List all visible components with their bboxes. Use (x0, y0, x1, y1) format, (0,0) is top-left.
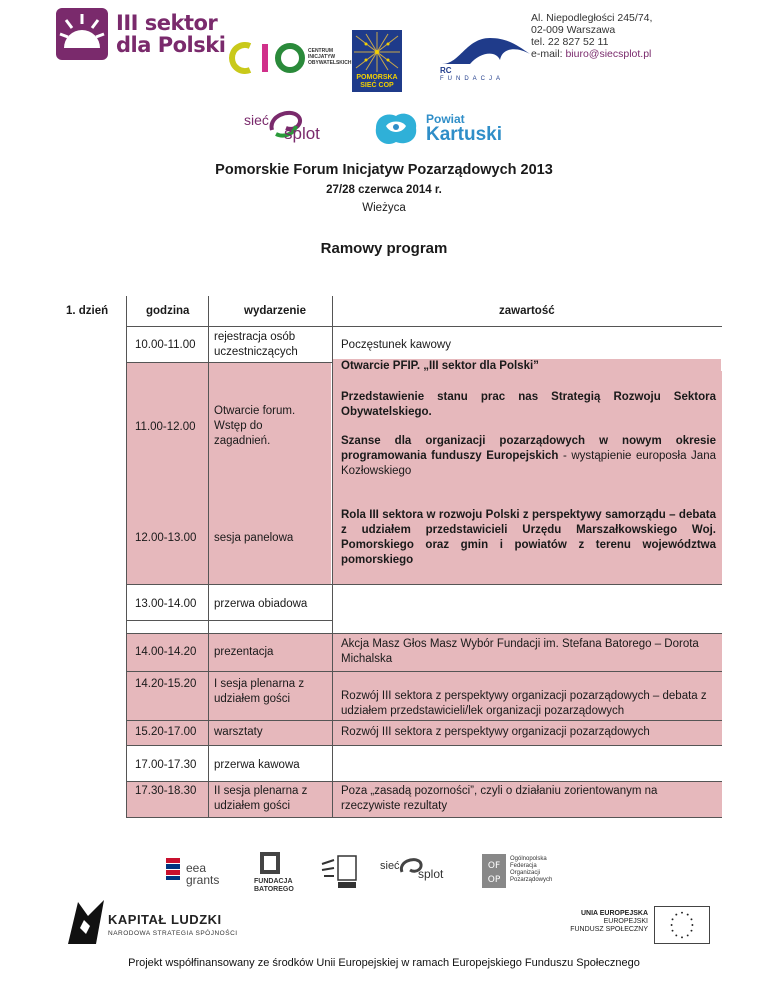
header-event: wydarzenie (244, 305, 306, 317)
header-time: godzina (146, 305, 190, 317)
address-line: 02-009 Warszawa (531, 24, 616, 36)
row-time: 15.20-17.00 (135, 726, 197, 738)
powiat-word: Powiat (426, 112, 465, 126)
cio-letters-icon (228, 38, 306, 78)
row-event: przerwa kawowa (214, 759, 300, 771)
batory-emblem-icon (258, 850, 282, 876)
svg-text:OF: OF (487, 861, 501, 871)
row-time: 13.00-14.00 (135, 598, 197, 610)
footer-logos (0, 848, 768, 896)
eu-text: UNIA EUROPEJSKA EUROPEJSKI FUNDUSZ SPOŁECZNY (570, 910, 648, 933)
row-content: Przedstawienie stanu prac nas Strategią Rozwoju Sektora Obywatelskiego. (341, 391, 716, 418)
eu-flag-icon (654, 906, 710, 944)
logo-title-1: III sektor (116, 11, 218, 35)
logo-iii-sektor (56, 8, 226, 60)
kartuski-emblem-icon (372, 110, 422, 148)
address-line: Al. Niepodległości 245/74, (531, 12, 653, 24)
row-event: warsztaty (214, 726, 263, 738)
splot-word: splot (284, 124, 320, 143)
row-content: Otwarcie PFIP. „III sektor dla Polski” (341, 360, 539, 372)
row-content: Poza „zasadą pozorności”, czyli o działaniu zorientowanym na rzeczywiste rezultaty (341, 785, 658, 812)
row-content: Rozwój III sektora z perspektywy organizacji pozarządowych – debata z udziałem przedstawicieli/lek organizacji pozarządowych (341, 690, 707, 717)
cop-caption-1: POMORSKA (356, 74, 398, 81)
row-event: przerwa obiadowa (214, 598, 308, 610)
logo-fundacja-rc (440, 36, 532, 86)
email-line: e-mail: biuro@siecsplot.pl (531, 48, 652, 60)
row-time: 17.30-18.30 (135, 785, 197, 797)
address-block (531, 12, 652, 60)
svg-text:OP: OP (487, 875, 501, 885)
cop-caption-2: SIEĆ COP (360, 82, 394, 89)
sunrise-logo-icon (56, 8, 108, 60)
eea-flag-icon (166, 858, 180, 880)
row-event: Otwarcie forum. Wstęp do zagadnień. (214, 405, 296, 447)
program-table (66, 296, 722, 818)
splot-word: splot (418, 867, 444, 881)
row-content: Szanse dla organizacji pozarządowych w nowym okresie programowania funduszy Europejskich - wystąpienie europosła Jana Kozłowskiego (341, 435, 716, 477)
logo-title-2: dla Polski (116, 33, 226, 57)
eu-logo (560, 906, 710, 946)
rc-caption: RC (440, 66, 452, 75)
kapital-ludzki-logo (66, 898, 256, 948)
siec-word: sieć (244, 112, 269, 128)
row-time: 10.00-11.00 (135, 339, 196, 351)
event-date: 27/28 czerwca 2014 r. (326, 184, 442, 196)
logo-siec-splot (244, 108, 344, 148)
event-place: Wieżyca (362, 202, 406, 214)
cio-description: CENTRUM INICJATYW OBYWATELSKICH (308, 48, 352, 66)
eea-grants-logo: eea grants (186, 861, 220, 887)
row-event: sesja panelowa (214, 532, 294, 544)
organization-emblem-icon (320, 854, 360, 890)
row-time: 12.00-13.00 (135, 532, 197, 544)
program-heading: Ramowy program (320, 240, 448, 257)
row-content: Poczęstunek kawowy (341, 339, 451, 351)
logo-cio (228, 36, 352, 86)
phone-line: tel. 22 827 52 11 (531, 36, 609, 48)
row-event: II sesja plenarna z udziałem gości (214, 785, 308, 812)
row-time: 14.00-14.20 (135, 646, 197, 658)
row-time: 14.20-15.20 (135, 678, 197, 690)
ofop-icon (482, 854, 506, 888)
logo-pomorska-siec-cop (352, 30, 402, 92)
kl-subtitle: NARODOWA STRATEGIA SPÓJNOŚCI (108, 930, 238, 937)
row-content: Akcja Masz Głos Masz Wybór Fundacji im. Stefana Batorego – Dorota Michalska (341, 638, 699, 665)
page-title: Pomorskie Forum Inicjatyw Pozarządowych 2013 (215, 162, 553, 178)
row-time: 17.00-17.30 (135, 759, 197, 771)
ofop-name: Ogólnopolska Federacja Organizacji Pozarządowych (510, 856, 553, 883)
logo-powiat-kartuski (372, 108, 512, 150)
row-time: 11.00-12.00 (135, 421, 196, 433)
day-label: 1. dzień (66, 305, 109, 317)
header-content: zawartość (499, 305, 555, 317)
kapital-ludzki-emblem-icon (66, 898, 106, 946)
funding-note: Projekt współfinansowany ze środków Unii Europejskiej w ramach Europejskiego Funduszu Społecznego (128, 957, 640, 969)
rc-subcaption: FUNDACJA (440, 76, 505, 82)
email-link[interactable]: biuro@siecsplot.pl (565, 48, 652, 60)
row-event: prezentacja (214, 646, 274, 658)
siec-word: sieć (380, 860, 400, 872)
network-grid-icon (352, 30, 402, 74)
row-event: rejestracja osób uczestniczących (214, 331, 298, 358)
row-content: Rola III sektora w rozwoju Polski z perspektywy samorządu – debata z udziałem przedstawicieli Urzędu Marszałkowskiego Woj. Pomorskiego oraz gmin i powiatów z terenu województwa pomorskiego (341, 509, 716, 566)
kartuski-word: Kartuski (426, 124, 503, 145)
batory-logo: FUNDACJA BATOREGO (254, 878, 294, 893)
kl-title: KAPITAŁ LUDZKI (108, 912, 222, 927)
wave-icon (440, 36, 532, 68)
row-content: Rozwój III sektora z perspektywy organizacji pozarządowych (341, 726, 650, 738)
row-event: I sesja plenarna z udziałem gości (214, 678, 305, 705)
